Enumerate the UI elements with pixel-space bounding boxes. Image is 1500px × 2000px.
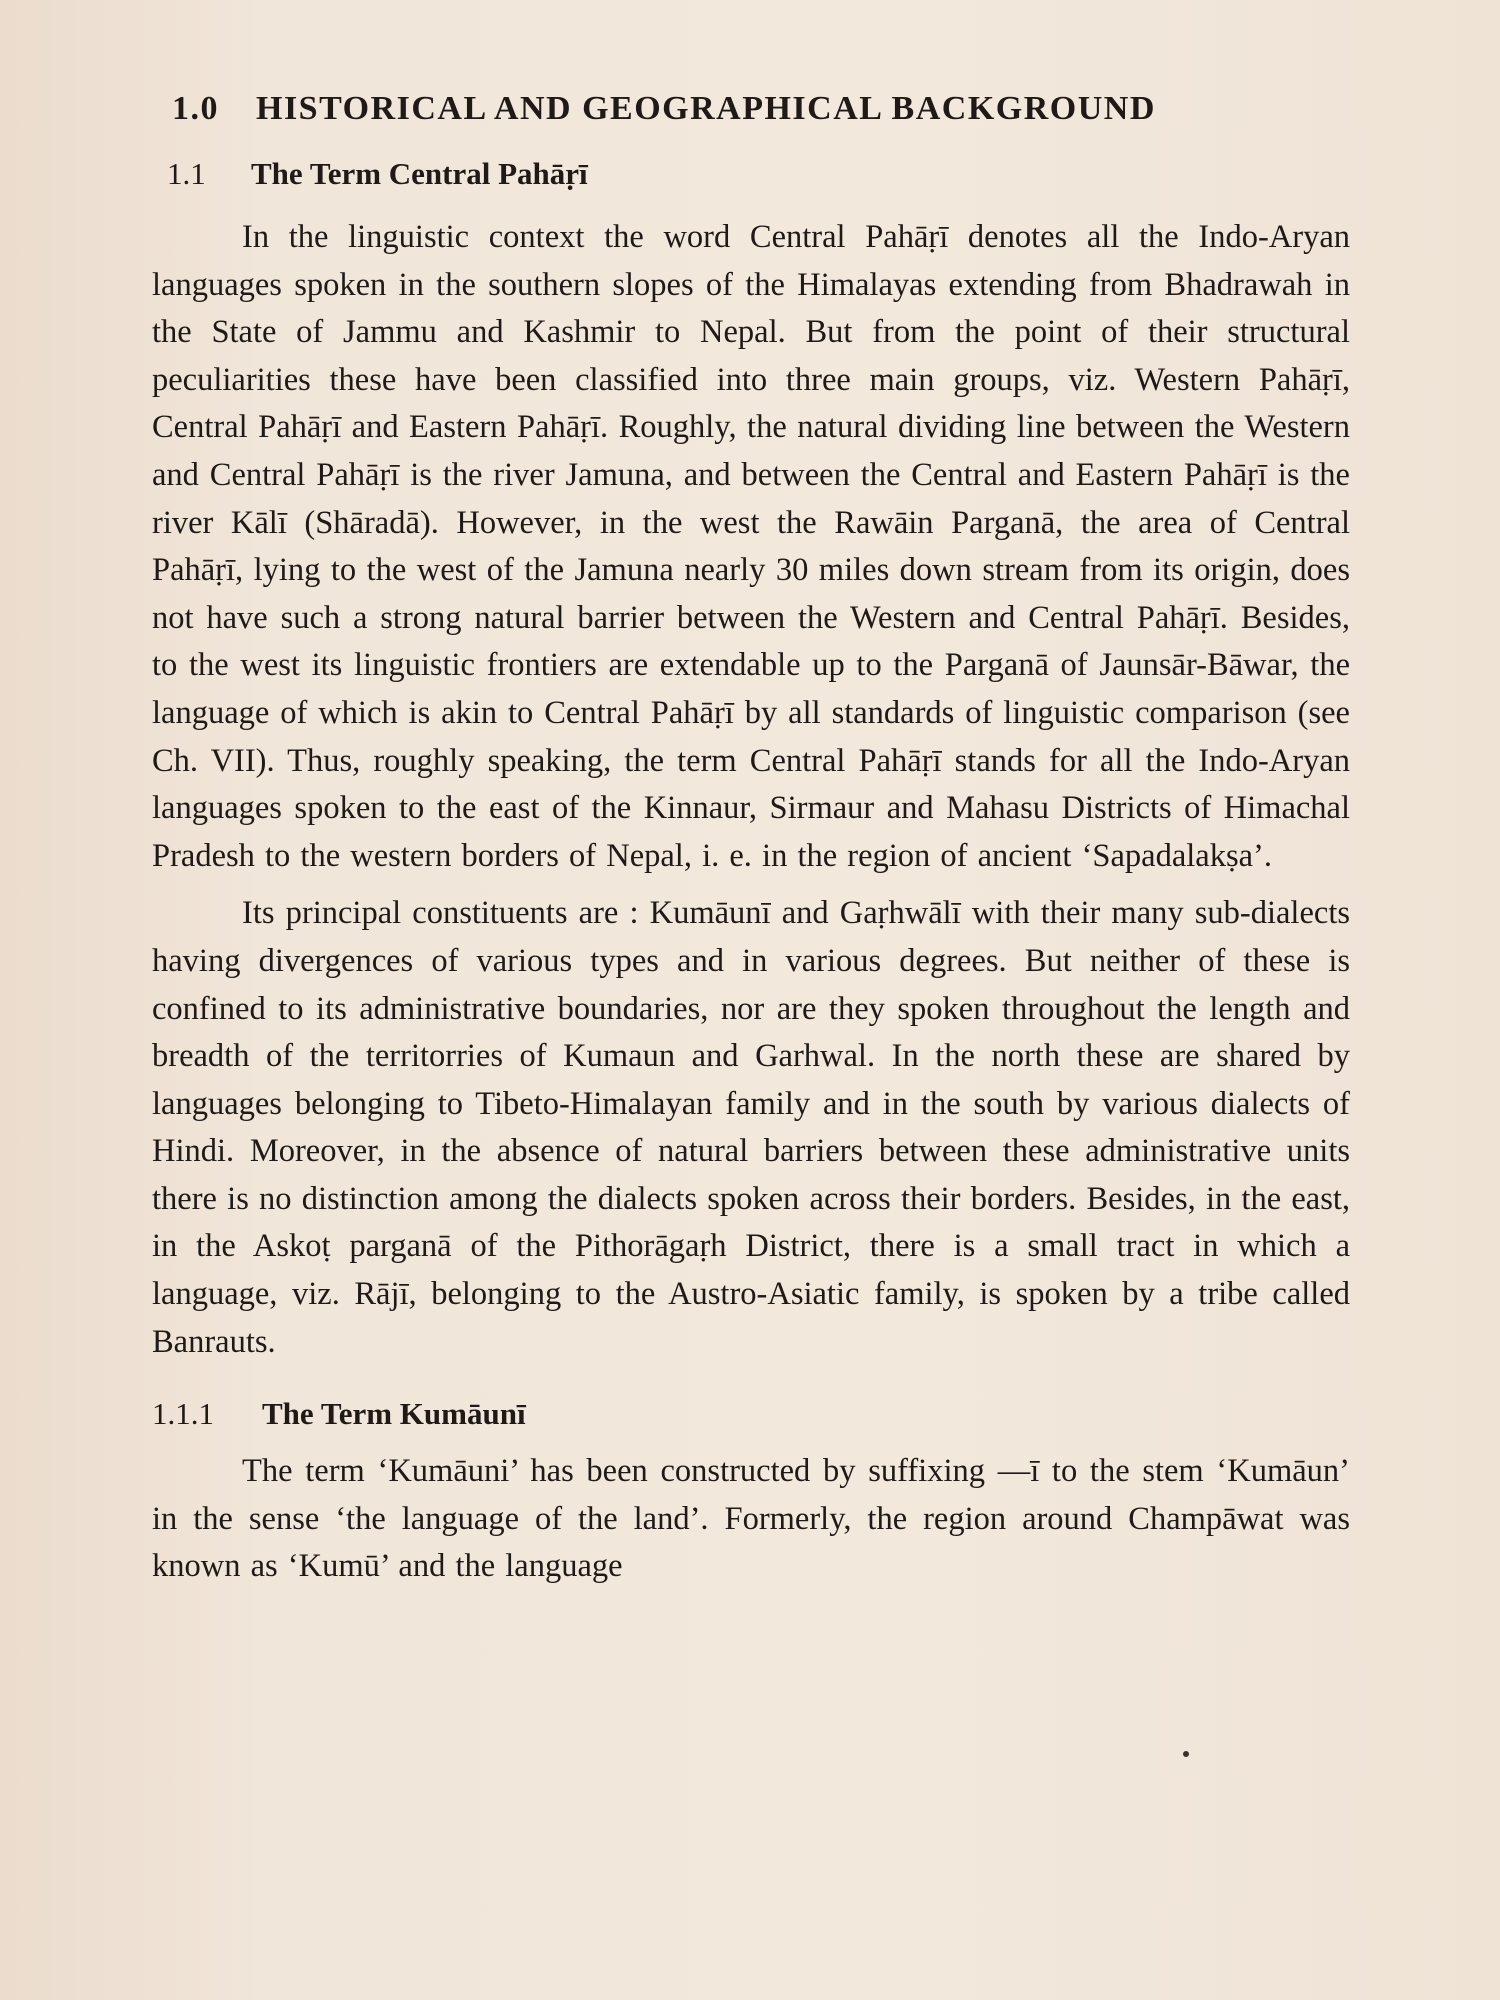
subsubsection-number: 1.1.1 <box>152 1396 214 1432</box>
subsection-number: 1.1 <box>167 156 206 191</box>
section-number: 1.0 <box>172 90 219 127</box>
ink-speck <box>1183 1751 1189 1757</box>
paragraph-term-kumauni: The term ‘Kumāuni’ has been constructed by suffixing —ī to the stem ‘Kumāun’ in the sense ‘the language of the land’. Formerly, the region around Champāwat was known as ‘Kumū’ and the language <box>152 1453 1350 1585</box>
section-heading <box>172 90 1350 128</box>
paragraph-central-pahari-definition: In the linguistic context the word Central Pahāṛī denotes all the Indo-Aryan languages spoken in the southern slopes of the Himalayas extending from Bhadrawah in the State of Jammu and Kashmir to Nepal. But from the point of their structural peculiarities these have been classified into three main groups, viz. Western Pahāṛī, Central Pahāṛī and Eastern Pahāṛī. Roughly, the natural dividing line between the Western and Central Pahāṛī is the river Jamuna, and between the Central and Eastern Pahāṛī is the river Kālī (Shāradā). However, in the west the Rawāin Parganā, the area of Central Pahāṛī, lying to the west of the Jamuna nearly 30 miles down stream from its origin, does not have such a strong natural barrier between the Western and Central Pahāṛī. Besides, to the west its linguistic frontiers are extendable up to the Parganā of Jaunsār-Bāwar, the language of which is akin to Central Pahāṛī by all standards of linguistic comparison (see Ch. VII). Thus, roughly speaking, the term Central Pahāṛī stands for all the Indo-Aryan languages spoken to the east of the Kinnaur, Sirmaur and Mahasu Districts of Himachal Pradesh to the western borders of Nepal, i. e. in the region of ancient ‘Sapadalakṣa’. <box>152 219 1350 874</box>
subsubsection-title: The Term Kumāunī <box>262 1396 526 1432</box>
page-body <box>152 90 1350 1601</box>
section-title: HISTORICAL AND GEOGRAPHICAL BACKGROUND <box>256 90 1156 127</box>
subsection-heading <box>167 156 1350 192</box>
subsubsection-heading <box>152 1396 1350 1432</box>
paragraph-principal-constituents: Its principal constituents are : Kumāunī and Gaṛhwālī with their many sub-dialects having divergences of various types and in various degrees. But neither of these is confined to its administrative boundaries, nor are they spoken throughout the length and breadth of the territorries of Kumaun and Garhwal. In the north these are shared by languages belonging to Tibeto-Himalayan family and in the south by various dialects of Hindi. Moreover, in the absence of natural barriers between these administrative units there is no distinction among the dialects spoken across their borders. Besides, in the east, in the Askoṭ parganā of the Pithorāgaṛh District, there is a small tract in which a language, viz. Rājī, belonging to the Austro-Asiatic family, is spoken by a tribe called Banrauts. <box>152 895 1350 1360</box>
subsection-title: The Term Central Pahāṛī <box>251 156 588 191</box>
